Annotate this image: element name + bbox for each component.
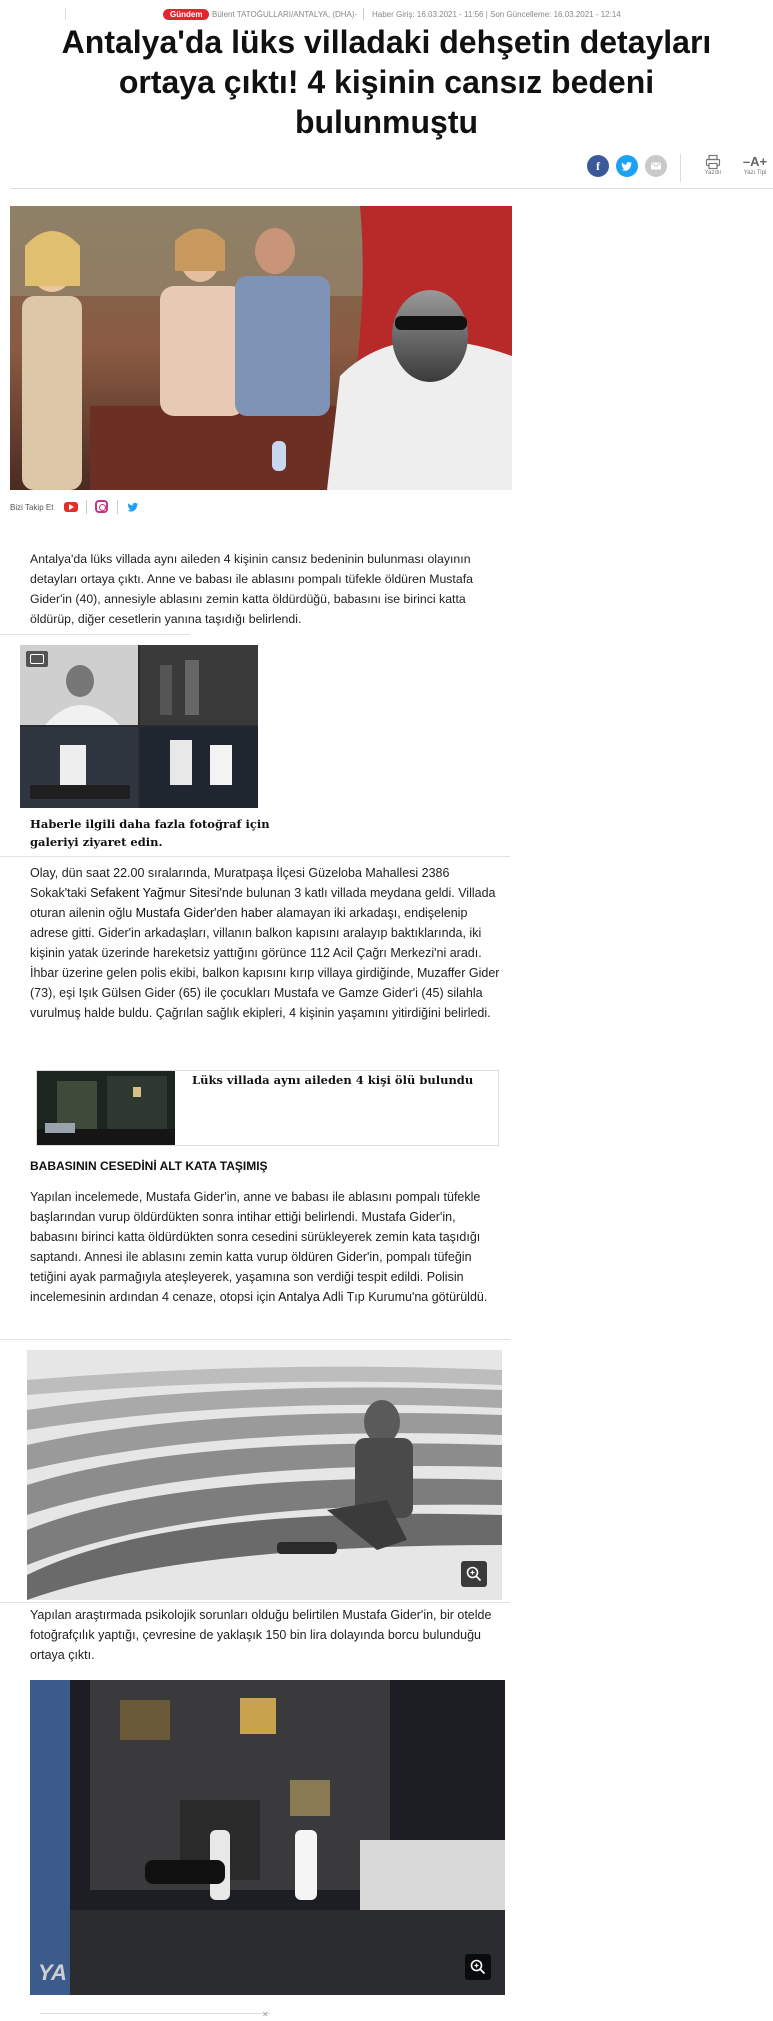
section-divider <box>0 856 510 857</box>
toolbar-separator <box>680 154 681 182</box>
text-span: Yapılan incelemede, Mustafa Gider'in, anne ve babası ile ablasını pompalı tüfekle başlarından vurup öldürdükten sonra intihar ettiği belirlendi. Mustafa Gider'in, babasını birinci katta öldürdükten sonra cesedini sürükleyerek zemin kata taşıdığı saptandı. Annesi ile ablasını zemin katta vurup öldüren Gider'in, pompalı tüfeğin tetiğini ayak parmağıyla ateşleyerek, yaşamına son verdiği tespit edildi. Polisin incelemesinin ardından 4 cenaze, otopsi için <box>30 1190 481 1304</box>
share-toolbar <box>0 152 773 182</box>
gallery-teaser-image[interactable] <box>20 645 258 808</box>
header-divider <box>10 188 773 189</box>
close-icon[interactable]: ✕ <box>262 2010 269 2019</box>
social-separator <box>86 500 87 514</box>
text-span: 'den <box>214 906 241 920</box>
section-subheading: BABASININ CESEDİNİ ALT KATA TAŞIMIŞ <box>30 1159 268 1173</box>
zoom-button[interactable] <box>461 1561 487 1587</box>
ad-placeholder <box>40 2010 270 2021</box>
zoom-button[interactable] <box>465 1954 491 1980</box>
keyword-link[interactable]: Antalya <box>278 1290 320 1304</box>
related-news-card[interactable] <box>36 1070 499 1146</box>
author-line: Bülent TATOĞULLARI/ANTALYA, (DHA)- <box>212 10 358 19</box>
body-paragraph <box>30 1187 500 1307</box>
date-line: Haber Giriş: 16.03.2021 - 11:56 | Son Güncelleme: 16.03.2021 - 12:14 <box>372 10 621 19</box>
twitter-icon[interactable] <box>126 498 140 517</box>
hero-image[interactable] <box>10 206 512 490</box>
article-meta-bar <box>0 8 773 22</box>
youtube-icon[interactable] <box>64 502 78 512</box>
text-span: Olay, dün saat 22.00 sıralarında, Muratpaşa İlçesi Güzeloba Mahallesi 2386 Sokak'taki <box>30 866 450 900</box>
facebook-share-button[interactable] <box>587 155 609 177</box>
mail-icon <box>645 155 667 177</box>
text-span: Adli Tıp Kurumu'na götürüldü. <box>319 1290 488 1304</box>
print-button[interactable] <box>696 154 730 176</box>
section-divider <box>0 634 190 635</box>
gallery-caption-link[interactable]: Haberle ilgili daha fazla fotoğraf için galeriyi ziyaret edin. <box>30 817 270 849</box>
article-photo[interactable] <box>30 1680 505 1995</box>
article-headline: Antalya'da lüks villadaki dehşetin detayları ortaya çıktı! 4 kişinin cansız bedeni bulunmuştu <box>61 24 712 140</box>
font-size-button[interactable] <box>738 154 772 176</box>
social-separator <box>117 500 118 514</box>
facebook-icon: f <box>596 159 600 173</box>
section-divider <box>0 1602 510 1603</box>
gallery-collage <box>20 645 258 808</box>
body-paragraph: Yapılan araştırmada psikolojik sorunları olduğu belirtilen Mustafa Gider'in, bir otelde fotoğrafçılık yaptığı, çevresine de yaklaşık 150 bin lira dolayında borcu bulunduğu ortaya çıktı. <box>30 1608 492 1662</box>
keyword-link[interactable]: haber <box>240 906 273 920</box>
font-size-label: Yazı Tipi <box>743 170 767 176</box>
related-news-thumbnail <box>37 1071 175 1145</box>
gallery-icon <box>30 654 44 664</box>
twitter-share-button[interactable] <box>616 155 638 177</box>
keyword-link[interactable]: Mustafa Gider <box>135 906 215 920</box>
keyword-link[interactable]: Sefakent Yağmur Sitesi <box>90 886 220 900</box>
zoom-icon <box>465 1954 491 1980</box>
meta-separator <box>363 8 364 20</box>
category-badge[interactable]: Gündem <box>163 9 209 20</box>
follow-label: Bizi Takip Et <box>10 503 54 512</box>
article-photo[interactable] <box>27 1350 502 1600</box>
text-span: alamayan iki arkadaşı, endişelenip adrese gitti. Gider'in arkadaşları, villanın balkon kapısını aralayıp baktıklarında, iki kişinin yatak üzerinde hareketsiz yattığını görünce 112 Acil Çağrı Merkezi'ni aradı. İhbar üzerine gelen polis ekibi, balkon kapısını kırıp villaya girdiğinde, Muzaffer Gider (73), eşi Işık Gülsen Gider (65) ile çocukları Mustafa ve Gamze Gider'i (45) silahla vurulmuş halde buldu. Çağrılan sağlık ekipleri, 4 kişinin yaşamını yitirdiğini belirledi. <box>30 906 500 1020</box>
related-news-title: Lüks villada aynı aileden 4 kişi ölü bulundu <box>192 1073 474 1087</box>
text-span: 'nde bulunan 3 katlı villada meydana geldi. Villada oturan ailenin oğlu <box>30 886 496 920</box>
section-divider <box>0 1339 510 1340</box>
print-label: Yazdır <box>704 170 722 176</box>
lead-paragraph: Antalya'da lüks villada aynı aileden 4 kişinin cansız bedeninin bulunması olayının detayları ortaya çıktı. Anne ve babası ile ablasını pompalı tüfekle öldüren Mustafa Gider'in (40), annesiyle ablasını zemin katta öldürdüğü, babasını ise birinci katta öldürüp, diğer cesetlerin yanına taşıdığı belirlendi. <box>30 552 473 626</box>
instagram-icon[interactable] <box>95 500 108 513</box>
hero-photo <box>10 206 512 490</box>
article-photo-image <box>30 1680 505 1995</box>
mail-share-button[interactable] <box>645 155 667 177</box>
body-paragraph <box>30 863 500 1023</box>
font-size-icon: –A+ <box>742 154 768 169</box>
svg-text:YA: YA <box>38 1960 67 1985</box>
twitter-icon <box>616 155 638 177</box>
print-icon <box>705 154 721 170</box>
zoom-icon <box>461 1561 487 1587</box>
article-photo-image <box>27 1350 502 1600</box>
meta-divider <box>65 8 66 20</box>
